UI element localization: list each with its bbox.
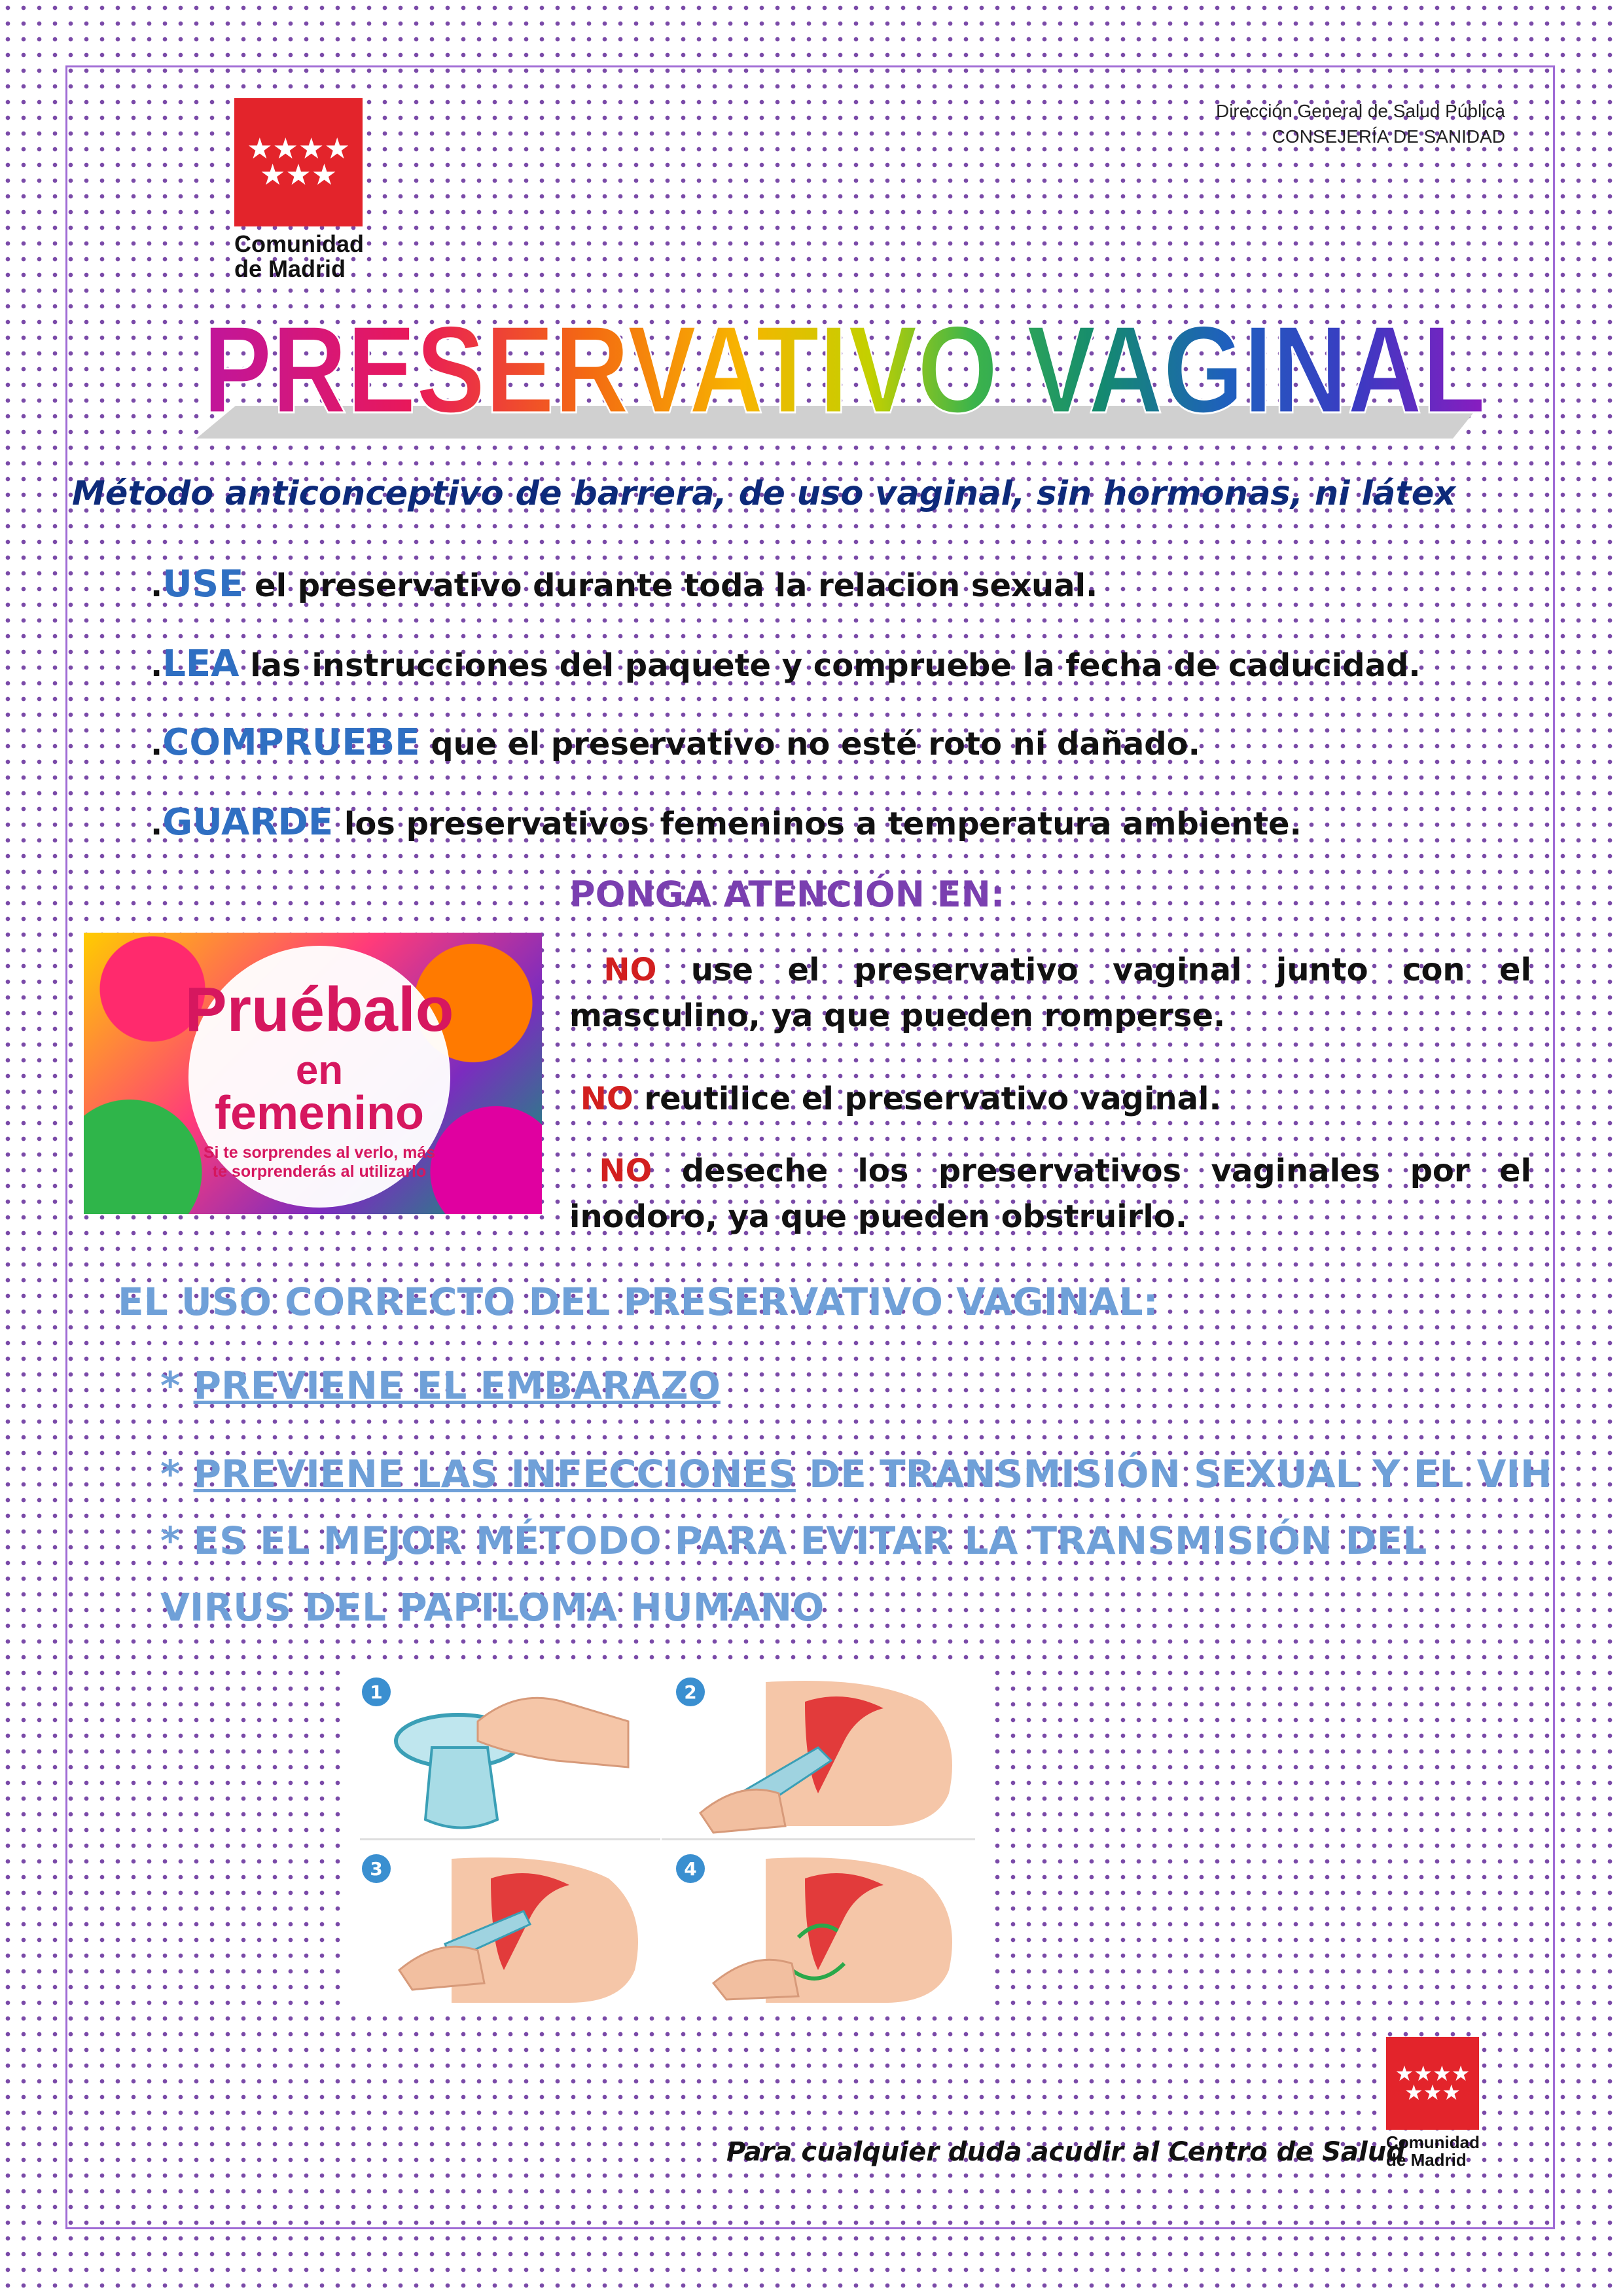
instruction-check: .COMPRUEBE que el preservativo no esté roto ni dañado.: [151, 721, 1200, 764]
footer-text: Para cualquier duda acudir al Centro de Salud: [726, 2137, 1405, 2167]
subtitle: Método anticonceptivo de barrera, de uso vaginal, sin hormonas, ni látex: [72, 475, 1456, 513]
instruction-text: el preservativo durante toda la relacion sexual.: [243, 567, 1098, 604]
correct-use-item: [160, 1452, 1552, 1496]
instruction-keyword: LEA: [162, 643, 240, 685]
attention-text: deseche los preservativos vaginales por el inodoro, ya que pueden obstruirlo.: [569, 1153, 1531, 1235]
step-number: 4: [684, 1858, 697, 1880]
insertion-steps-illustration: [347, 1662, 988, 2016]
condom-sheath: [425, 1748, 497, 1828]
comunidad-madrid-logo-footer: [1386, 2037, 1484, 2170]
promo-line3: femenino: [214, 1087, 425, 1139]
underlined-text: PREVIENE LAS INFECCIONES: [193, 1452, 796, 1496]
no-label: NO: [580, 1081, 633, 1117]
comunidad-madrid-logo: [234, 98, 365, 281]
underlined-text: PREVIENE EL EMBARAZO: [193, 1363, 721, 1408]
instruction-read: .LEA las instrucciones del paquete y compruebe la fecha de caducidad.: [151, 643, 1421, 685]
logo-name-line2: de Madrid: [234, 255, 346, 282]
instruction-text: que el preservativo no esté roto ni dañado.: [419, 726, 1200, 762]
instruction-keyword: GUARDE: [162, 801, 334, 844]
item-text: VIRUS DEL PAPILOMA HUMANO: [160, 1585, 825, 1630]
page-title: [196, 300, 1492, 452]
promo-line2: en: [295, 1048, 344, 1093]
step-2: [676, 1677, 952, 1833]
title-text: PRESERVATIVO VAGINAL: [203, 300, 1486, 439]
step-number: 1: [370, 1681, 383, 1703]
bullet: *: [160, 1518, 194, 1563]
correct-use-item: [160, 1518, 1427, 1563]
item-text: DE TRANSMISIÓN SEXUAL Y EL VIH: [795, 1452, 1552, 1496]
hand: [700, 1789, 785, 1833]
stars-icon: ★★★★ ★★★: [1395, 2061, 1471, 2105]
instruction-text: las instrucciones del paquete y compruebe la fecha de caducidad.: [239, 647, 1421, 684]
step-3: [362, 1854, 638, 2003]
logo-name-line1: Comunidad: [1386, 2132, 1480, 2152]
correct-use-item: [160, 1363, 721, 1408]
step-1: [362, 1677, 628, 1828]
instruction-use: .USE el preservativo durante toda la relacion sexual.: [151, 563, 1098, 605]
instruction-text: los preservativos femeninos a temperatura ambiente.: [333, 806, 1302, 842]
promo-line1: Pruébalo: [185, 975, 454, 1045]
hand: [399, 1946, 484, 1990]
no-label: NO: [603, 952, 657, 988]
step-number: 2: [684, 1681, 697, 1703]
attention-title: PONGA ATENCIÓN EN:: [569, 874, 1005, 915]
pruebalo-en-femenino-image: [84, 933, 542, 1214]
no-label: NO: [599, 1153, 652, 1189]
attention-item: [569, 1149, 1531, 1240]
stars-icon: ★★★★ ★★★: [247, 132, 350, 192]
attention-item: [569, 948, 1531, 1039]
step-number: 3: [370, 1858, 383, 1880]
instruction-store: .GUARDE los preservativos femeninos a temperatura ambiente.: [151, 801, 1302, 844]
instruction-keyword: COMPRUEBE: [162, 721, 420, 764]
attention-item: [569, 1077, 1531, 1122]
correct-use-item: [160, 1585, 824, 1630]
hand: [713, 1960, 798, 2000]
logo-name-line2: de Madrid: [1386, 2150, 1467, 2170]
bullet: *: [160, 1452, 194, 1496]
bullet: *: [160, 1363, 194, 1408]
correct-use-title: EL USO CORRECTO DEL PRESERVATIVO VAGINAL:: [118, 1280, 1158, 1324]
attention-text: reutilice el preservativo vaginal.: [633, 1081, 1221, 1117]
promo-line4: Si te sorprendes al verlo, más te sorprenderás al utilizarlo: [203, 1143, 436, 1181]
step-4: [676, 1854, 952, 2003]
dept-line1: Dirección General de Salud Pública: [1215, 101, 1505, 121]
attention-text: use el preservativo vaginal junto con el masculino, ya que pueden romperse.: [569, 952, 1532, 1034]
instruction-keyword: USE: [162, 563, 244, 605]
item-text: ES EL MEJOR MÉTODO PARA EVITAR LA TRANSMISIÓN DEL: [193, 1518, 1427, 1563]
department-header: [1216, 98, 1505, 149]
dept-line2: CONSEJERÍA DE SANIDAD: [1272, 126, 1505, 147]
logo-name-line1: Comunidad: [234, 230, 364, 257]
